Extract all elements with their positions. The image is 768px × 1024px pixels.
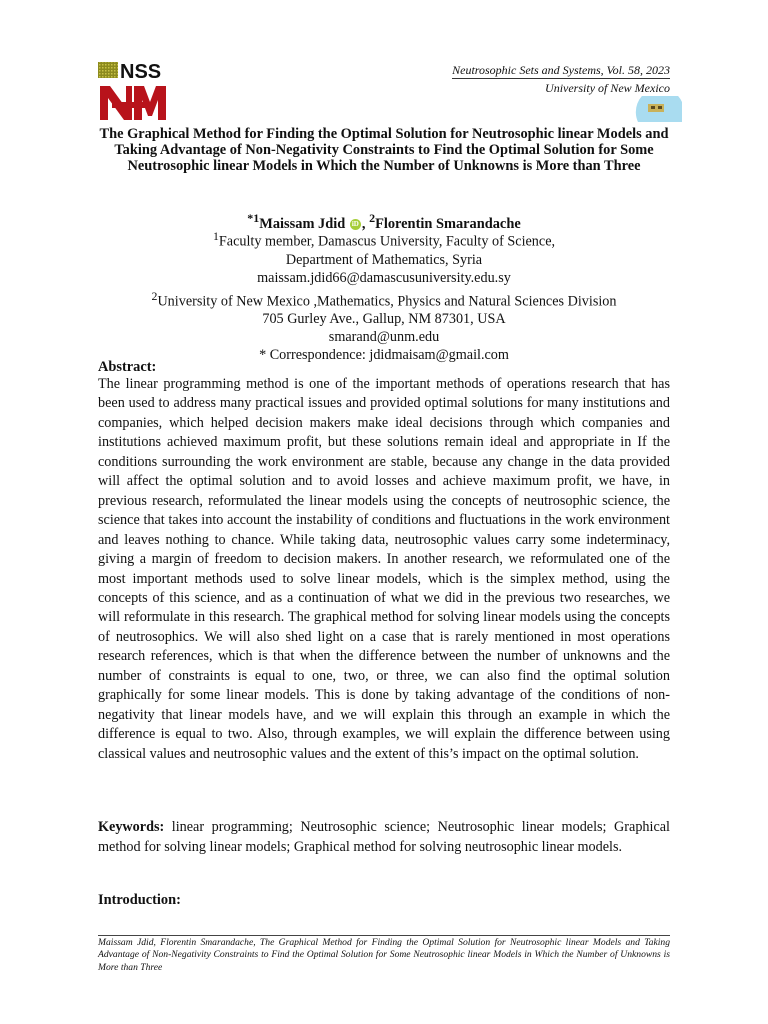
keywords-text: linear programming; Neutrosophic science; Neutrosophic linear models; Graphical method for solving linear models; Graphical method for solving neutrosophic linear models.	[98, 819, 670, 855]
page-footer: Maissam Jdid, Florentin Smarandache, The Graphical Method for Finding the Optimal Solution for Neutrosophic linear Models and Taking Advantage of Non-Negativity Constraints to Find the Optimal Solution for Some Neutrosophic linear Models in Which the Number of Unknowns is More than Three	[98, 937, 670, 973]
keywords-paragraph	[98, 818, 670, 857]
introduction-heading: Introduction:	[98, 892, 181, 908]
author1-mark: *1	[247, 211, 260, 225]
author1-email[interactable]: maissam.jdid66@damascusuniversity.edu.sy	[257, 269, 511, 286]
author1-name: Maissam Jdid	[259, 215, 346, 232]
logo-hatch	[98, 62, 118, 78]
affiliation-address: 705 Gurley Ave., Gallup, NM 87301, USA	[262, 311, 506, 328]
abstract-heading: Abstract:	[98, 359, 157, 375]
orcid-icon[interactable]: iD	[351, 219, 359, 228]
logo-text: NSS	[120, 61, 162, 83]
correspondence: * Correspondence: jdidmaisam@gmail.com	[259, 347, 509, 364]
author2-name: Florentin Smarandache	[375, 215, 521, 232]
author-separator: ,	[361, 215, 370, 232]
nss-unm-logo	[96, 58, 168, 122]
journal-header	[452, 62, 670, 96]
header-corner-graphic	[628, 96, 682, 122]
journal-volume: Neutrosophic Sets and Systems, Vol. 58, 2023	[452, 63, 670, 77]
affiliation-2-mark: 2	[151, 288, 158, 303]
author2-email[interactable]: smarand@unm.edu	[328, 329, 440, 346]
author2-mark: 2	[369, 211, 376, 225]
affiliation-1-mark: 1	[212, 229, 219, 243]
keywords-label: Keywords:	[98, 819, 165, 835]
affiliations	[98, 227, 670, 364]
unm-mark	[100, 86, 166, 120]
paper-title: The Graphical Method for Finding the Optimal Solution for Neutrosophic linear Models and Taking Advantage of Non-Negativity Constraints to Find the Optimal Solution for Some Neutrosophic linear Models in Which the Number of Unknowns is More than Three	[99, 126, 669, 174]
affiliation-line-4	[98, 287, 670, 311]
affiliation-2-text: University of New Mexico ,Mathematics, Physics and Natural Sciences Division	[157, 293, 617, 310]
affiliation-line-1	[98, 227, 670, 251]
abstract-text: The linear programming method is one of the important methods of operations research that has been used to address many practical issues and provided optimal solutions for many institutions and companies, which helped decision makers make ideal decisions through which companies and institutions achieved maximum profit, but these solutions remain ideal and appropriate in If the conditions surrounding the work environment are stable, because any change in the data provided will affect the optimal solution and to avoid losses and achieve maximum profit, we have, in previous research, reformulated the linear models using the concepts of neutrosophic science, the science that takes into account the instability of conditions and fluctuations in the work environment and leaves nothing to chance. While taking data, neutrosophic values carry some indeterminacy, giving a margin of freedom to decision makers. In another research, we reformulated one of the most important methods used to solve linear models, which is the simplex method, using the concepts of this science, and as a continuation of what we did in the previous two researches, we will reformulate in this research. The graphical method for solving linear models using the concepts of neutrosophics. We will also shed light on a case that is rarely mentioned in most operations research references, which is that when the difference between the number of unknowns and the number of constraints is equal to one, two, or three, we can also find the optimal solution graphically for some linear models. This is done by taking advantage of the conditions of non-negativity that linear models have, and we will explain this through an example in which the difference is equal to two. Also, through examples, we will explain the difference between using classical values and neutrosophic values and the extent of this’s impact on the optimal solution.	[98, 376, 670, 762]
affiliation-line-2: Department of Mathematics, Syria	[285, 251, 483, 268]
university-name: University of New Mexico	[452, 78, 670, 96]
affiliation-1-text: Faculty member, Damascus University, Faculty of Science,	[218, 233, 556, 250]
